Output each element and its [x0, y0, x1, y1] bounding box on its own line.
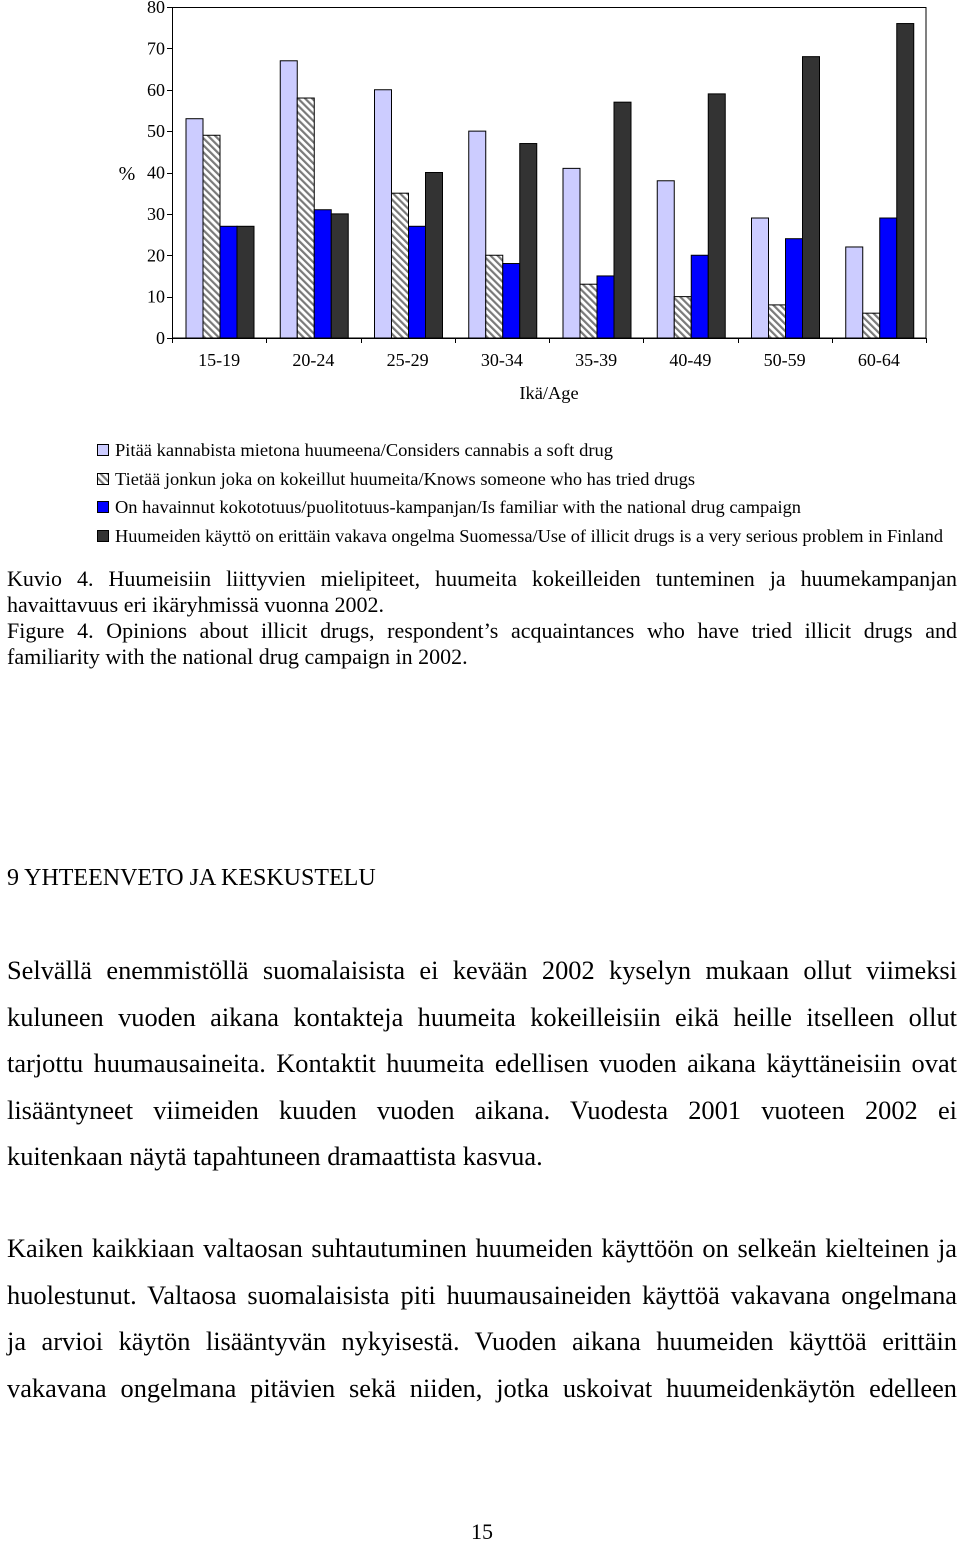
- paragraph-line: kuitenkaan näytä tapahtuneen dramaattista kasvua.: [7, 1141, 543, 1171]
- bar: [769, 305, 786, 338]
- paragraph-line: huolestunut. Valtaosa suomalaisista piti huumausaineiden käyttöä vakavana ongelmana: [7, 1279, 957, 1310]
- x-tick-label: 30-34: [480, 350, 523, 370]
- bar: [392, 193, 409, 338]
- bar: [186, 119, 203, 338]
- bar: [426, 173, 443, 339]
- bar: [863, 313, 880, 338]
- y-tick-label: 80: [147, 0, 165, 17]
- paragraph-line: kuluneen vuoden aikana kontakteja huumeita kokeilleisiin eikä heille itselleen ollut: [7, 1001, 957, 1032]
- legend-item: [98, 497, 802, 517]
- x-tick-label: 35-39: [575, 350, 618, 370]
- bar: [220, 226, 237, 338]
- caption-line-fi: Kuvio 4. Huumeisiin liittyvien mielipiteet, huumeita kokeilleiden tunteminen ja huumekampanjan: [7, 566, 957, 591]
- legend-label: Pitää kannabista mietona huumeena/Considers cannabis a soft drug: [115, 440, 613, 460]
- bar: [674, 297, 691, 338]
- legend: [98, 440, 944, 546]
- bar: [708, 94, 725, 338]
- y-tick-label: 20: [147, 245, 165, 266]
- body-paragraph: [7, 947, 957, 1180]
- bar: [375, 90, 392, 338]
- y-tick-label: 70: [147, 38, 165, 59]
- caption-line-en: Figure 4. Opinions about illicit drugs, respondent’s acquaintances who have tried illicit drugs and: [7, 618, 957, 643]
- legend-label: Huumeiden käyttö on erittäin vakava ongelma Suomessa/Use of illicit drugs is a very serious problem in Finland: [115, 526, 943, 546]
- bar: [752, 218, 769, 338]
- y-tick-label: 60: [147, 79, 165, 100]
- x-tick-label: 20-24: [292, 350, 335, 370]
- body-paragraph: [7, 1225, 957, 1411]
- caption-line-fi: havaittavuus eri ikäryhmissä vuonna 2002.: [7, 592, 384, 617]
- bar: [486, 255, 503, 338]
- bar: [409, 226, 426, 338]
- bar: [657, 181, 674, 338]
- y-tick-label: 50: [147, 121, 165, 142]
- y-tick-label: 40: [147, 162, 165, 183]
- x-axis-ticks: [173, 338, 927, 370]
- bar: [786, 239, 803, 338]
- x-tick-label: 25-29: [386, 350, 429, 370]
- bar: [314, 210, 331, 338]
- bar: [297, 98, 314, 338]
- x-axis-label: Ikä/Age: [519, 383, 579, 403]
- paragraph-line: lisääntyneet viimeiden kuuden vuoden aikana. Vuodesta 2001 vuoteen 2002 ei: [7, 1094, 957, 1125]
- x-tick-label: 60-64: [857, 350, 900, 370]
- y-axis-label: %: [118, 163, 136, 185]
- paragraph-line: Selvällä enemmistöllä suomalaisista ei kevään 2002 kyselyn mukaan ollut viimeksi: [7, 955, 957, 985]
- bar: [503, 264, 520, 338]
- figure-caption: [7, 566, 957, 670]
- y-tick-label: 10: [147, 286, 165, 307]
- legend-item: [98, 526, 944, 546]
- legend-swatch: [98, 502, 109, 513]
- legend-swatch: [98, 474, 109, 485]
- bar: [237, 226, 254, 338]
- x-tick-label: 15-19: [198, 350, 241, 370]
- legend-item: [98, 469, 696, 489]
- bar-chart: [0, 0, 960, 560]
- legend-label: Tietää jonkun joka on kokeillut huumeita/Knows someone who has tried drugs: [115, 469, 695, 489]
- x-tick-label: 40-49: [669, 350, 712, 370]
- bar: [580, 284, 597, 338]
- legend-item: [98, 440, 614, 460]
- section-heading: 9 YHTEENVETO JA KESKUSTELU: [7, 865, 376, 891]
- paragraph-line: tarjottu huumausaineita. Kontaktit huumeita edellisen vuoden aikana käyttäneisiin ovat: [7, 1048, 957, 1078]
- bar: [846, 247, 863, 338]
- y-axis-ticks: [147, 0, 172, 348]
- paragraph-line: Kaiken kaikkiaan valtaosan suhtautuminen huumeiden käyttöön on selkeän kielteinen ja: [7, 1233, 957, 1263]
- bar: [803, 57, 820, 338]
- bar: [469, 131, 486, 338]
- y-tick-label: 30: [147, 203, 165, 224]
- y-tick-label: 0: [156, 328, 165, 348]
- bar: [203, 135, 220, 338]
- legend-swatch: [98, 531, 109, 542]
- bar: [280, 61, 297, 338]
- bar: [331, 214, 348, 338]
- bar: [897, 24, 914, 338]
- bar: [563, 168, 580, 338]
- paragraph-line: ja arvioi käytön lisääntyvän nykyisestä. Vuoden aikana huumeiden käyttöä erittäin: [7, 1326, 957, 1356]
- legend-label: On havainnut kokototuus/puolitotuus-kampanjan/Is familiar with the national drug campaign: [115, 497, 801, 517]
- caption-line-en: familiarity with the national drug campaign in 2002.: [7, 644, 468, 669]
- paragraph-line: vakavana ongelmana pitävien sekä niiden, jotka uskoivat huumeidenkäytön edelleen: [7, 1372, 957, 1403]
- x-tick-label: 50-59: [763, 350, 806, 370]
- bar: [520, 144, 537, 338]
- bar: [597, 276, 614, 338]
- bar: [614, 102, 631, 338]
- page-number: 15: [471, 1519, 493, 1544]
- legend-swatch: [98, 445, 109, 456]
- bar: [880, 218, 897, 338]
- bar: [691, 255, 708, 338]
